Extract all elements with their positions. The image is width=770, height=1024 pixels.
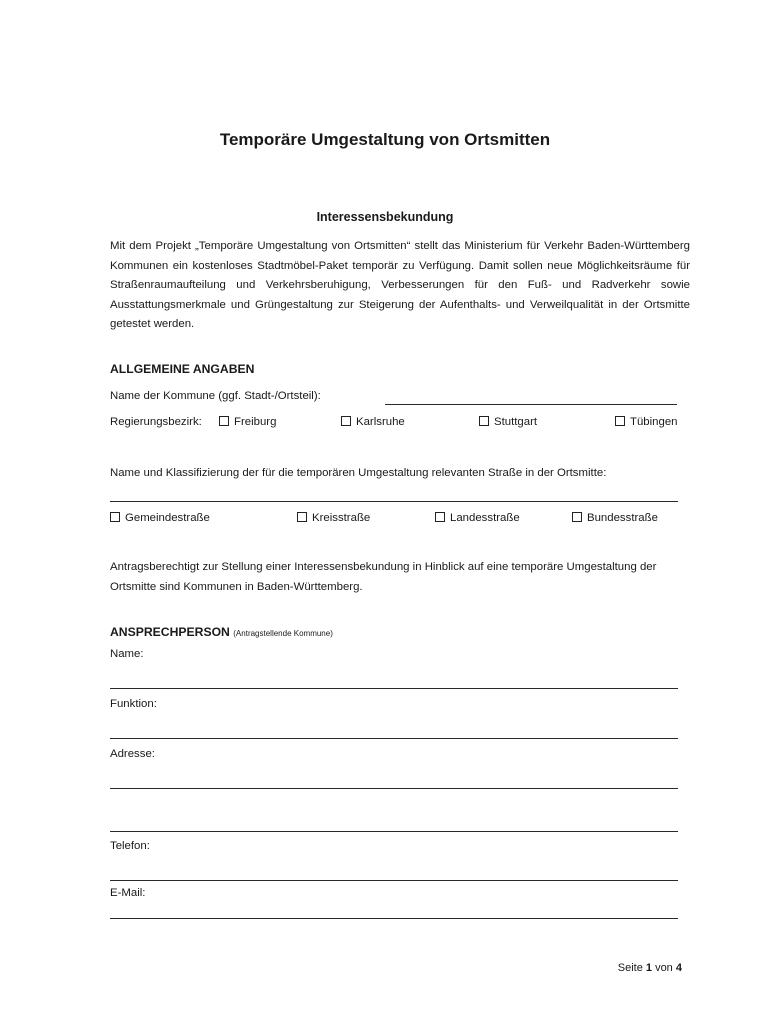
intro-paragraph: Mit dem Projekt „Temporäre Umgestaltung von Ortsmitten“ stellt das Ministerium für Verkehr Baden-Württemberg Kommunen ein kostenloses Stadtmöbel-Paket temporär zu Verfügung. Damit sollen neue Möglichkeitsräume für Straßenraumaufteilung und Verkehrsberuhigung, Verbesserungen für den Fuß- und Radverkehr sowie Ausstattungsmerkmale und Grüngestaltung zur Steigerung der Aufenthalts- und Verweilqualität in der Ortsmitte getestet werden. bbox=[110, 240, 690, 331]
district-option-freiburg[interactable]: Freiburg bbox=[219, 416, 276, 428]
checkbox-icon[interactable] bbox=[341, 416, 351, 426]
address-input-line-1[interactable] bbox=[110, 788, 678, 789]
section-general-heading: ALLGEMEINE ANGABEN bbox=[110, 362, 255, 376]
checkbox-icon[interactable] bbox=[572, 512, 582, 522]
street-type-landesstrasse[interactable]: Landesstraße bbox=[435, 512, 520, 524]
name-input-line[interactable] bbox=[110, 688, 678, 689]
page-number: Seite 1 von 4 bbox=[617, 962, 682, 974]
checkbox-icon[interactable] bbox=[479, 416, 489, 426]
district-option-stuttgart[interactable]: Stuttgart bbox=[479, 416, 537, 428]
section-contact-note: (Antragstellende Kommune) bbox=[233, 629, 333, 638]
checkbox-icon[interactable] bbox=[297, 512, 307, 522]
street-label: Name und Klassifizierung der für die temporären Umgestaltung relevanten Straße in der Ortsmitte: bbox=[110, 467, 607, 479]
street-type-kreisstrasse[interactable]: Kreisstraße bbox=[297, 512, 370, 524]
email-input-line[interactable] bbox=[110, 918, 678, 919]
checkbox-icon[interactable] bbox=[435, 512, 445, 522]
document-subtitle: Interessensbekundung bbox=[316, 210, 454, 224]
phone-input-line[interactable] bbox=[110, 880, 678, 881]
checkbox-icon[interactable] bbox=[615, 416, 625, 426]
street-type-bundesstrasse[interactable]: Bundesstraße bbox=[572, 512, 658, 524]
district-option-karlsruhe[interactable]: Karlsruhe bbox=[341, 416, 405, 428]
document-title: Temporäre Umgestaltung von Ortsmitten bbox=[219, 130, 551, 149]
district-label: Regierungsbezirk: bbox=[110, 416, 202, 428]
function-label: Funktion: bbox=[110, 698, 157, 710]
checkbox-icon[interactable] bbox=[110, 512, 120, 522]
function-input-line[interactable] bbox=[110, 738, 678, 739]
eligibility-paragraph: Antragsberechtigt zur Stellung einer Interessensbekundung in Hinblick auf eine temporäre Umgestaltung der Ortsmitte sind Kommunen in Baden-Württemberg. bbox=[110, 561, 657, 593]
address-label: Adresse: bbox=[110, 748, 155, 760]
checkbox-icon[interactable] bbox=[219, 416, 229, 426]
address-input-line-2[interactable] bbox=[110, 831, 678, 832]
street-input-line[interactable] bbox=[110, 501, 678, 502]
street-type-gemeindestrasse[interactable]: Gemeindestraße bbox=[110, 512, 210, 524]
name-label: Name: bbox=[110, 648, 144, 660]
district-option-tuebingen[interactable]: Tübingen bbox=[615, 416, 678, 428]
section-contact-heading: ANSPRECHPERSON (Antragstellende Kommune) bbox=[110, 625, 333, 639]
commune-input-line[interactable] bbox=[385, 404, 677, 405]
phone-label: Telefon: bbox=[110, 840, 150, 852]
commune-label: Name der Kommune (ggf. Stadt-/Ortsteil): bbox=[110, 390, 321, 402]
email-label: E-Mail: bbox=[110, 887, 146, 899]
